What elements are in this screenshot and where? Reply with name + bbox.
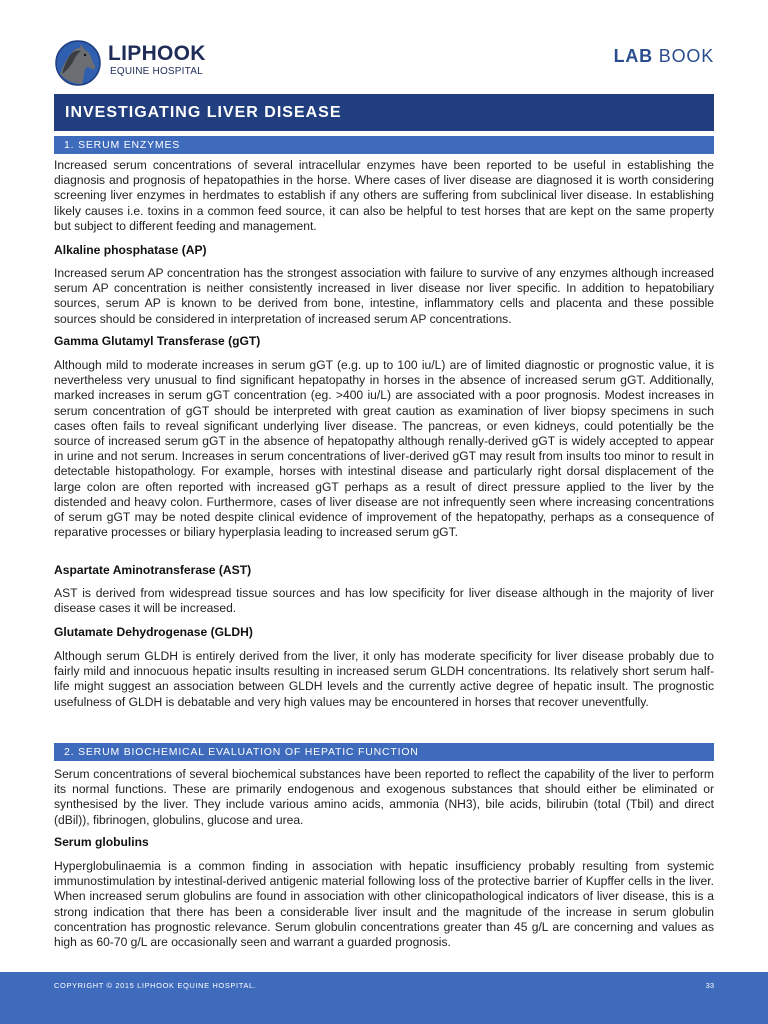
ap-heading: Alkaline phosphatase (AP) [54, 243, 207, 257]
section-1-intro: Increased serum concentrations of several intracellular enzymes have been reported to be useful in establishing the diagnosis and prognosis of hepatopathies in the horse. Where cases of liver disease are diagnosed it is worth considering screening liver enzymes in herdmates to establish if any others are suffering from subclinical liver disease. In establishing likely causes i.e. toxins in a common feed source, it can also be helpful to test horses that are kept on the same property but subject to different feeding and management. [54, 158, 714, 233]
ap-paragraph: Increased serum AP concentration has the strongest association with failure to survive of any enzymes although increased serum AP concentration is neither consistently increased in liver disease nor liver specific. In addition to hepatobiliary sources, serum AP is known to be derived from bone, intestine, inflammatory cells and placenta and these possible sources should be considered in interpretation of increased serum AP concentrations. [54, 266, 714, 326]
page-header [54, 38, 714, 88]
section-2-intro: Serum concentrations of several biochemical substances have been reported to reflect the capability of the liver to perform its normal functions. These are primarily endogenous and exogenous substances that should either be eliminated or synthesised by the liver. They include various amino acids, ammonia (NH3), bile acids, bilirubin (total (Tbil) and direct (dBil)), fibrinogen, globulins, glucose and urea. [54, 767, 714, 827]
globulins-paragraph: Hyperglobulinaemia is a common finding in association with hepatic insufficiency probably resulting from systemic immunostimulation by intestinal-derived antigenic material following loss of the protective barrier of Kupffer cells in the liver. When increased serum globulins are found in association with other clinicopathological indicators of liver disease, this is a strong indication that there has been a considerable liver insult and the magnitude of the increase in serum globulin concentration has prognostic relevance. Serum globulin concentrations greater than 45 g/L are concerning and values as high as 60-70 g/L are occasionally seen and warrant a guarded prognosis. [54, 859, 714, 950]
copyright-text: COPYRIGHT © 2015 LIPHOOK EQUINE HOSPITAL. [54, 981, 257, 990]
gldh-heading: Glutamate Dehydrogenase (GLDH) [54, 625, 253, 639]
lab-book-label [614, 46, 714, 67]
lab-label: LAB [613, 46, 653, 66]
page-number: 33 [705, 981, 714, 990]
section-2-header [54, 743, 714, 761]
page-title: INVESTIGATING LIVER DISEASE [65, 104, 342, 121]
page-title-bar [54, 94, 714, 131]
section-1-title: 1. SERUM ENZYMES [64, 139, 181, 151]
brand-subtitle: EQUINE HOSPITAL [110, 66, 203, 77]
ggt-heading: Gamma Glutamyl Transferase (gGT) [54, 334, 261, 348]
brand-name: LIPHOOK [108, 42, 206, 65]
section-1-header [54, 136, 714, 154]
page-footer [0, 972, 768, 1024]
ast-heading: Aspartate Aminotransferase (AST) [54, 563, 252, 577]
ggt-paragraph: Although mild to moderate increases in serum gGT (e.g. up to 100 iu/L) are of limited diagnostic or prognostic value, it is nevertheless very unusual to find significant hepatopathy in horses in the absence of increased serum gGT. Additionally, marked increases in serum gGT concentration (eg. >400 iu/L) are associated with a poor prognosis. Modest increases in serum concentration of gGT should be interpreted with great caution as examination of liver biopsy specimens in such cases often fails to reveal significant underlying liver disease. The pancreas, or even kidneys, could potentially be the source of increased serum gGT in the absence of hepatopathy although renally-derived gGT is widely accepted to appear in urine and not serum. Increases in serum concentrations of liver-derived gGT may result from insults too minor to result in detectable histopathology. For example, horses with intestinal disease and particularly right dorsal displacement of the large colon are often reported with increased gGT perhaps as a result of direct pressure applied to the liver by the distended and heavy colon. Furthermore, cases of liver disease are not infrequently seen where increasing concentrations of serum gGT may be noted despite clinical evidence of improvement of the hepatopathy, perhaps as a consequence of reparative processes or biliary hyperplasia leading to increased serum gGT. [54, 358, 714, 540]
section-2-title: 2. SERUM BIOCHEMICAL EVALUATION OF HEPATIC FUNCTION [64, 746, 419, 758]
gldh-paragraph: Although serum GLDH is entirely derived from the liver, it only has moderate specificity for liver disease probably due to fairly mild and innocuous hepatic insults resulting in increased serum GLDH concentrations. Its relatively short serum half-life might suggest an association between GLDH levels and the currently active degree of hepatic insult. The prognostic usefulness of GLDH is debatable and very high values may be encountered in horses that recover uneventfully. [54, 649, 714, 709]
horse-logo-icon [54, 40, 104, 86]
globulins-heading: Serum globulins [54, 835, 149, 849]
ast-paragraph: AST is derived from widespread tissue sources and has low specificity for liver disease although in the majority of liver disease cases it will be increased. [54, 586, 714, 616]
book-label: BOOK [658, 46, 714, 66]
